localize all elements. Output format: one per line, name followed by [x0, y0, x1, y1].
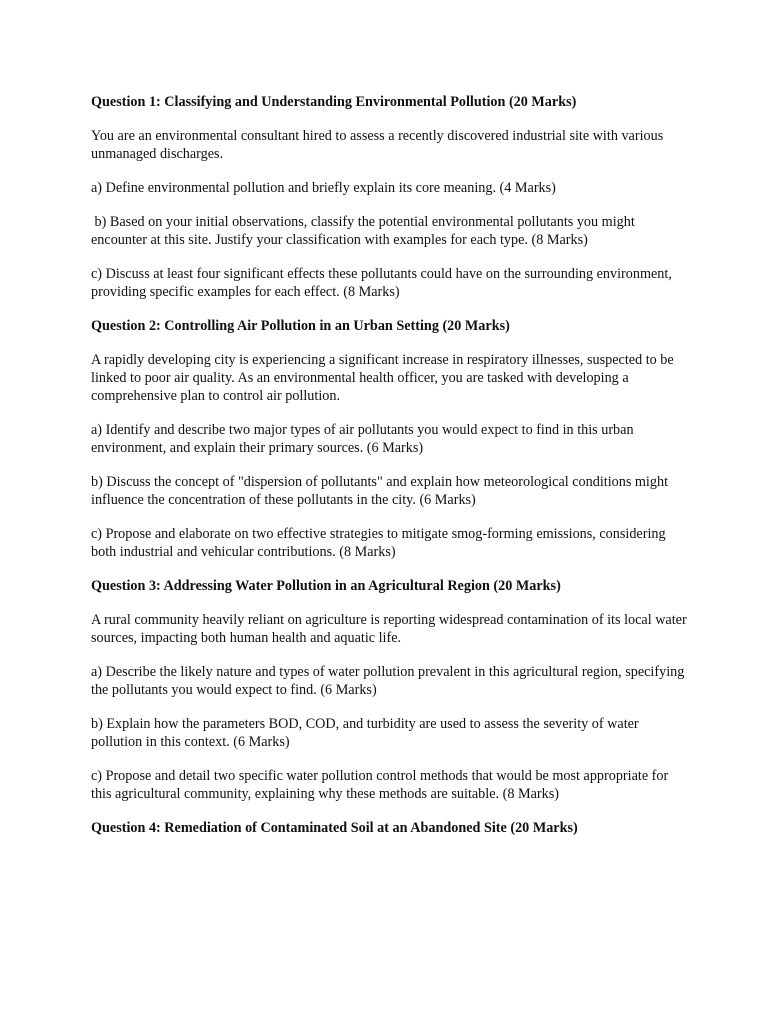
question-2 [91, 317, 691, 561]
question-heading: Question 3: Addressing Water Pollution in an Agricultural Region (20 Marks) [91, 578, 561, 594]
question-part-b: b) Explain how the parameters BOD, COD, and turbidity are used to assess the severity of water pollution in this context. (6 Marks) [91, 716, 639, 750]
question-part-b: b) Discuss the concept of "dispersion of pollutants" and explain how meteorological conditions might influence the concentration of these pollutants in the city. (6 Marks) [91, 474, 669, 508]
question-part-c: c) Propose and elaborate on two effective strategies to mitigate smog-forming emissions, considering both industrial and vehicular contributions. (8 Marks) [91, 526, 666, 560]
question-heading: Question 4: Remediation of Contaminated Soil at an Abandoned Site (20 Marks) [91, 820, 578, 836]
question-intro: You are an environmental consultant hired to assess a recently discovered industrial site with various unmanaged discharges. [91, 128, 664, 162]
question-part-a: a) Identify and describe two major types of air pollutants you would expect to find in this urban environment, and explain their primary sources. (6 Marks) [91, 422, 634, 456]
question-heading: Question 2: Controlling Air Pollution in an Urban Setting (20 Marks) [91, 318, 510, 334]
question-1 [91, 93, 691, 301]
question-part-c: c) Propose and detail two specific water pollution control methods that would be most appropriate for this agricultural community, explaining why these methods are suitable. (8 Marks) [91, 768, 669, 802]
question-part-b: b) Based on your initial observations, classify the potential environmental pollutants you might encounter at this site. Justify your classification with examples for each type. (8 Marks) [91, 214, 639, 248]
question-4 [91, 819, 691, 837]
question-part-c: c) Discuss at least four significant effects these pollutants could have on the surrounding environment, providing specific examples for each effect. (8 Marks) [91, 266, 672, 300]
question-part-a: a) Define environmental pollution and briefly explain its core meaning. (4 Marks) [91, 180, 556, 196]
question-intro: A rapidly developing city is experiencing a significant increase in respiratory illnesses, suspected to be linked to poor air quality. As an environmental health officer, you are tasked with developing a comprehensive plan to control air pollution. [91, 352, 674, 404]
question-3 [91, 577, 691, 803]
question-intro: A rural community heavily reliant on agriculture is reporting widespread contamination of its local water sources, impacting both human health and aquatic life. [91, 612, 687, 646]
question-heading: Question 1: Classifying and Understanding Environmental Pollution (20 Marks) [91, 94, 577, 110]
question-part-a: a) Describe the likely nature and types of water pollution prevalent in this agricultural region, specifying the pollutants you would expect to find. (6 Marks) [91, 664, 685, 698]
document-page [91, 93, 691, 853]
